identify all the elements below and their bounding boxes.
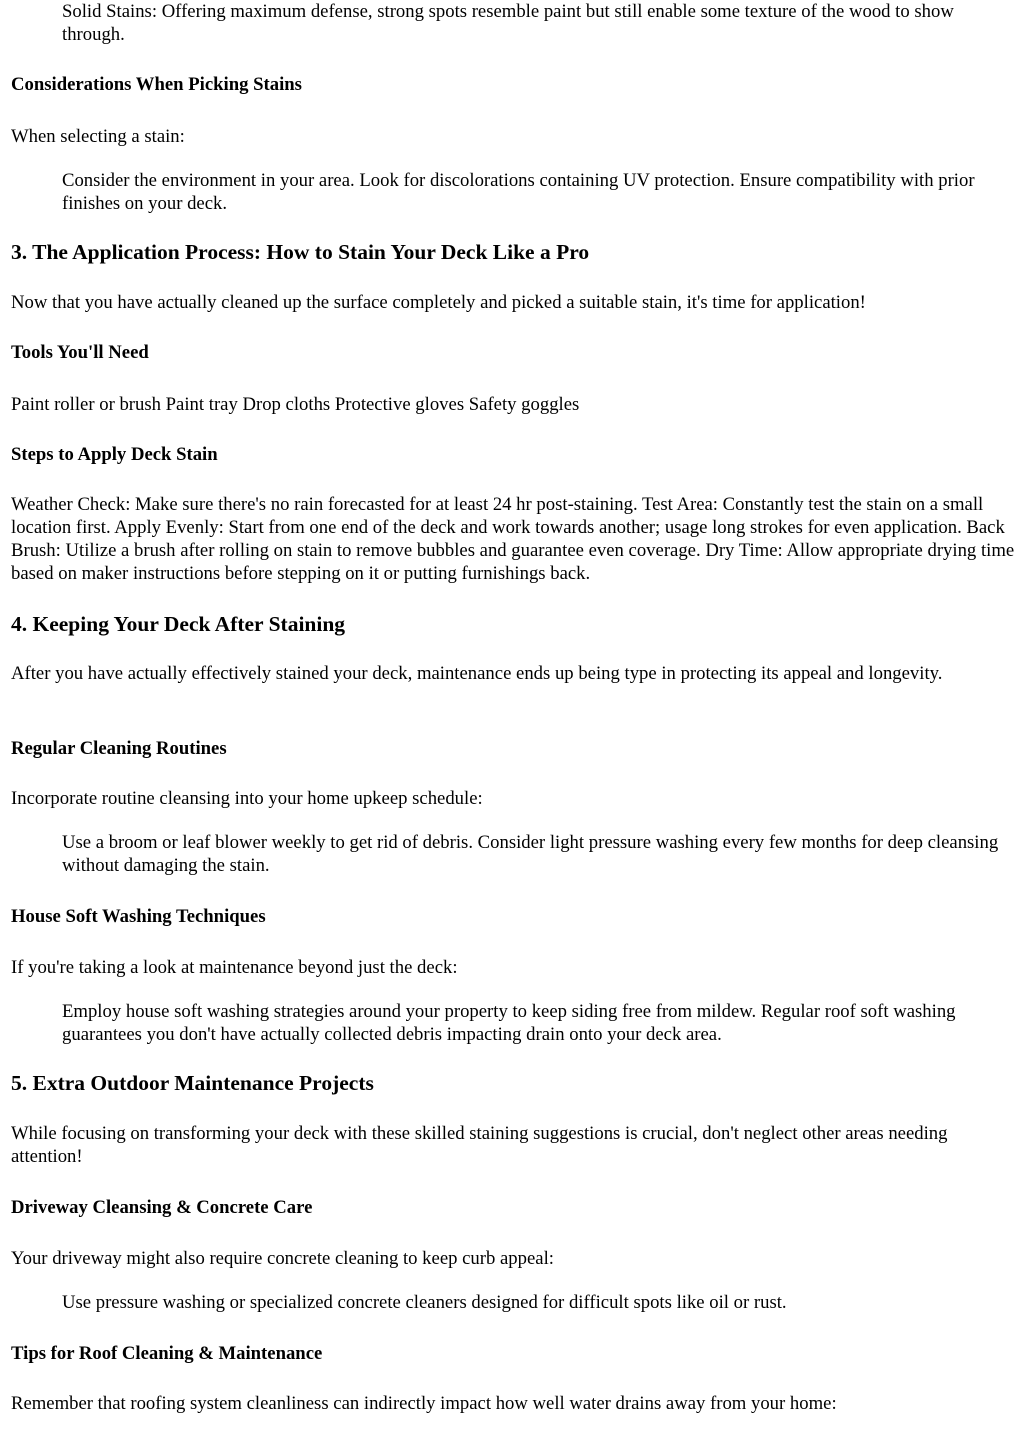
blockquote-employ: Employ house soft washing strategies around your property to keep siding free from mildew. Regular roof soft washing guarantees you don't have actually collected debris impacting drain onto your deck area. bbox=[62, 1001, 956, 1045]
paragraph-extra: While focusing on transforming your deck with these skilled staining suggestions is crucial, don't neglect other areas needing attention! bbox=[11, 1123, 948, 1167]
paragraph-house: If you're taking a look at maintenance beyond just the deck: bbox=[11, 957, 458, 978]
heading-keeping-deck: 4. Keeping Your Deck After Staining bbox=[11, 612, 346, 636]
heading-extra-projects: 5. Extra Outdoor Maintenance Projects bbox=[11, 1071, 374, 1095]
paragraph-roof: Remember that roofing system cleanliness can indirectly impact how well water drains away from your home: bbox=[11, 1393, 837, 1414]
paragraph-selecting: When selecting a stain: bbox=[11, 126, 185, 147]
heading-steps: Steps to Apply Deck Stain bbox=[11, 444, 218, 465]
paragraph-driveway: Your driveway might also require concrete cleaning to keep curb appeal: bbox=[11, 1248, 554, 1269]
blockquote-broom: Use a broom or leaf blower weekly to get rid of debris. Consider light pressure washing every few months for deep cleansing without damaging the stain. bbox=[62, 832, 999, 876]
paragraph-tools: Paint roller or brush Paint tray Drop cloths Protective gloves Safety goggles bbox=[11, 394, 580, 415]
heading-application-process: 3. The Application Process: How to Stain Your Deck Like a Pro bbox=[11, 240, 590, 264]
paragraph-keeping: After you have actually effectively stained your deck, maintenance ends up being type in protecting its appeal and longevity. bbox=[11, 663, 943, 684]
paragraph-application: Now that you have actually cleaned up the surface completely and picked a suitable stain, it's time for application! bbox=[11, 292, 866, 313]
heading-considerations: Considerations When Picking Stains bbox=[11, 74, 302, 95]
blockquote-consider: Consider the environment in your area. Look for discolorations containing UV protection. Ensure compatibility with prior finishes on your deck. bbox=[62, 170, 975, 214]
solid-stains-item: Solid Stains: Offering maximum defense, strong spots resemble paint but still enable some texture of the wood to show through. bbox=[62, 1, 954, 45]
paragraph-regular: Incorporate routine cleansing into your home upkeep schedule: bbox=[11, 788, 483, 809]
heading-house-soft-washing: House Soft Washing Techniques bbox=[11, 906, 266, 927]
heading-roof-tips: Tips for Roof Cleaning & Maintenance bbox=[11, 1343, 323, 1364]
heading-tools: Tools You'll Need bbox=[11, 342, 149, 363]
heading-regular-cleaning: Regular Cleaning Routines bbox=[11, 738, 227, 759]
paragraph-steps: Weather Check: Make sure there's no rain forecasted for at least 24 hr post-staining. Test Area: Constantly test the stain on a small location first. Apply Evenly: Start from one end of the deck and work towards another; usage long strokes for even application. Back Brush: Utilize a brush after rolling on stain to remove bubbles and guarantee even coverage. Dry Time: Allow appropriate drying time based on maker instructions before stepping on it or putting furnishings back. bbox=[11, 494, 1015, 584]
heading-driveway: Driveway Cleansing & Concrete Care bbox=[11, 1197, 313, 1218]
blockquote-pressure: Use pressure washing or specialized concrete cleaners designed for difficult spots like oil or rust. bbox=[62, 1292, 787, 1313]
